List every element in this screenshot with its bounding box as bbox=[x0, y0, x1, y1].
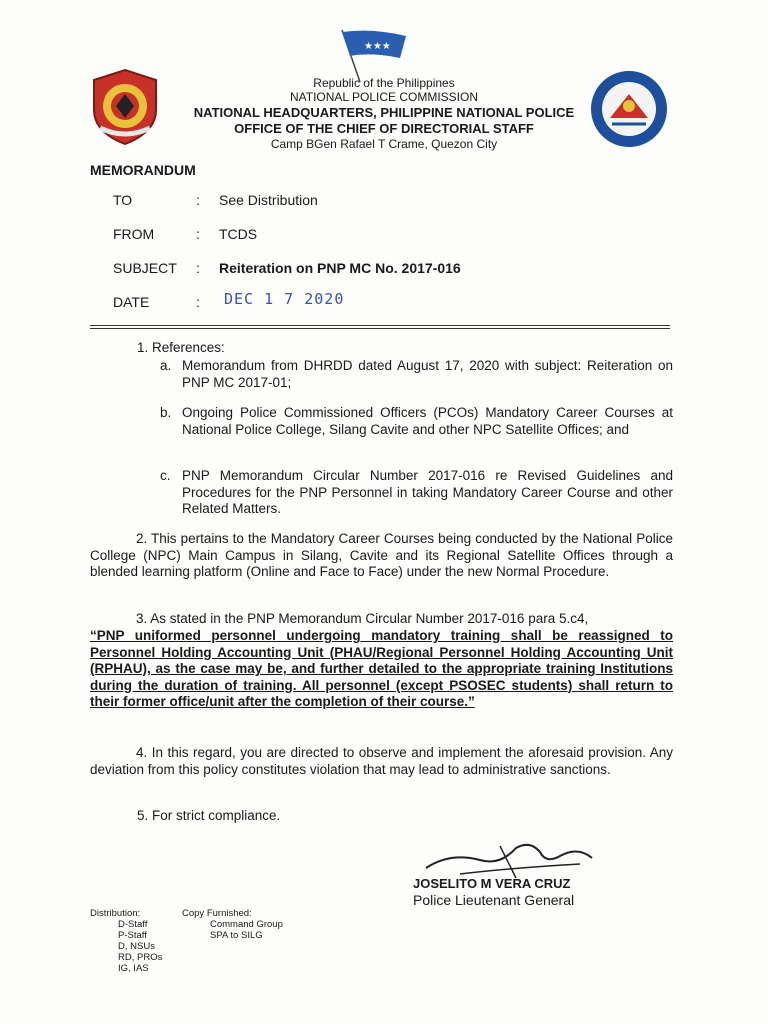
ref-b-text: Ongoing Police Commissioned Officers (PCOs) Mandatory Career Courses at National Police College, Silang Cavite and other NPC Satellite Offices; and bbox=[182, 405, 673, 437]
distribution-item: D, NSUs bbox=[118, 941, 155, 952]
from-value: TCDS bbox=[219, 226, 258, 242]
from-label: FROM bbox=[113, 226, 155, 242]
ref-c-text: PNP Memorandum Circular Number 2017-016 re Revised Guidelines and Procedures for the PNP Personnel in taking Mandatory Career Course and other Related Matters. bbox=[182, 468, 673, 516]
header-office: OFFICE OF THE CHIEF OF DIRECTORIAL STAFF bbox=[234, 121, 534, 136]
date-label: DATE bbox=[113, 294, 150, 310]
paragraph-2: 2. This pertains to the Mandatory Career Courses being conducted by the National Police College (NPC) Main Campus in Silang, Cavite and its Regional Satellite Offices through a blended learning platform (Online and Face to Face) under the new Normal Procedure. bbox=[90, 531, 673, 579]
distribution-item: D-Staff bbox=[118, 919, 148, 930]
subject-label: SUBJECT bbox=[113, 260, 177, 276]
copy-furnished-block bbox=[182, 908, 283, 941]
header-divider bbox=[90, 325, 670, 326]
copy-furnished-label: Copy Furnished: bbox=[182, 908, 252, 919]
to-value: See Distribution bbox=[219, 192, 318, 208]
distribution-item: P-Staff bbox=[118, 930, 147, 941]
ref-c-letter: c. bbox=[160, 468, 171, 483]
paragraph-3-quote: “PNP uniformed personnel undergoing mandatory training shall be reassigned to Personnel Holding Accounting Unit (PHAU/Regional Personnel Holding Accounting Unit (RPHAU), as the case may be, and further detailed to the appropriate training Institutions during the duration of training. All personnel (except PSOSEC students) shall return to their former office/unit after the completion of their course.” bbox=[90, 628, 673, 709]
paragraph-3-lead: 3. As stated in the PNP Memorandum Circular Number 2017-016 para 5.c4, bbox=[136, 611, 589, 626]
to-colon: : bbox=[196, 192, 200, 208]
references-heading: 1. References: bbox=[137, 340, 225, 355]
date-stamp: DEC 1 7 2020 bbox=[224, 290, 345, 308]
svg-text:★★★: ★★★ bbox=[364, 41, 391, 52]
paragraph-5: 5. For strict compliance. bbox=[137, 808, 281, 823]
date-colon: : bbox=[196, 294, 200, 310]
ref-a-letter: a. bbox=[160, 358, 172, 373]
subject-value: Reiteration on PNP MC No. 2017-016 bbox=[219, 260, 461, 276]
copy-furnished-item: SPA to SILG bbox=[210, 930, 263, 941]
header-divider-2 bbox=[90, 328, 670, 329]
signatory-title: Police Lieutenant General bbox=[413, 892, 575, 908]
to-label: TO bbox=[113, 192, 133, 208]
header-camp: Camp BGen Rafael T Crame, Quezon City bbox=[270, 137, 498, 151]
header-nhq: NATIONAL HEADQUARTERS, PHILIPPINE NATIONAL POLICE bbox=[193, 105, 575, 120]
distribution-item: IG, IAS bbox=[118, 963, 149, 974]
distribution-item: RD, PROs bbox=[118, 952, 163, 963]
memo-title: MEMORANDUM bbox=[90, 162, 196, 178]
copy-furnished-item: Command Group bbox=[210, 919, 283, 930]
distribution-label: Distribution: bbox=[90, 908, 141, 919]
subject-colon: : bbox=[196, 260, 200, 276]
header-napolcom: NATIONAL POLICE COMMISSION bbox=[289, 90, 479, 104]
signatory-name: JOSELITO M VERA CRUZ bbox=[413, 876, 571, 891]
header-republic: Republic of the Philippines bbox=[313, 76, 455, 90]
ref-b-letter: b. bbox=[160, 405, 172, 420]
paragraph-4: 4. In this regard, you are directed to observe and implement the aforesaid provision. Any deviation from this policy constitutes violation that may lead to administrative sanctions. bbox=[90, 745, 673, 777]
ref-a-text: Memorandum from DHRDD dated August 17, 2020 with subject: Reiteration on PNP MC 2017-01; bbox=[182, 358, 673, 390]
from-colon: : bbox=[196, 226, 200, 242]
distribution-block bbox=[90, 908, 162, 974]
